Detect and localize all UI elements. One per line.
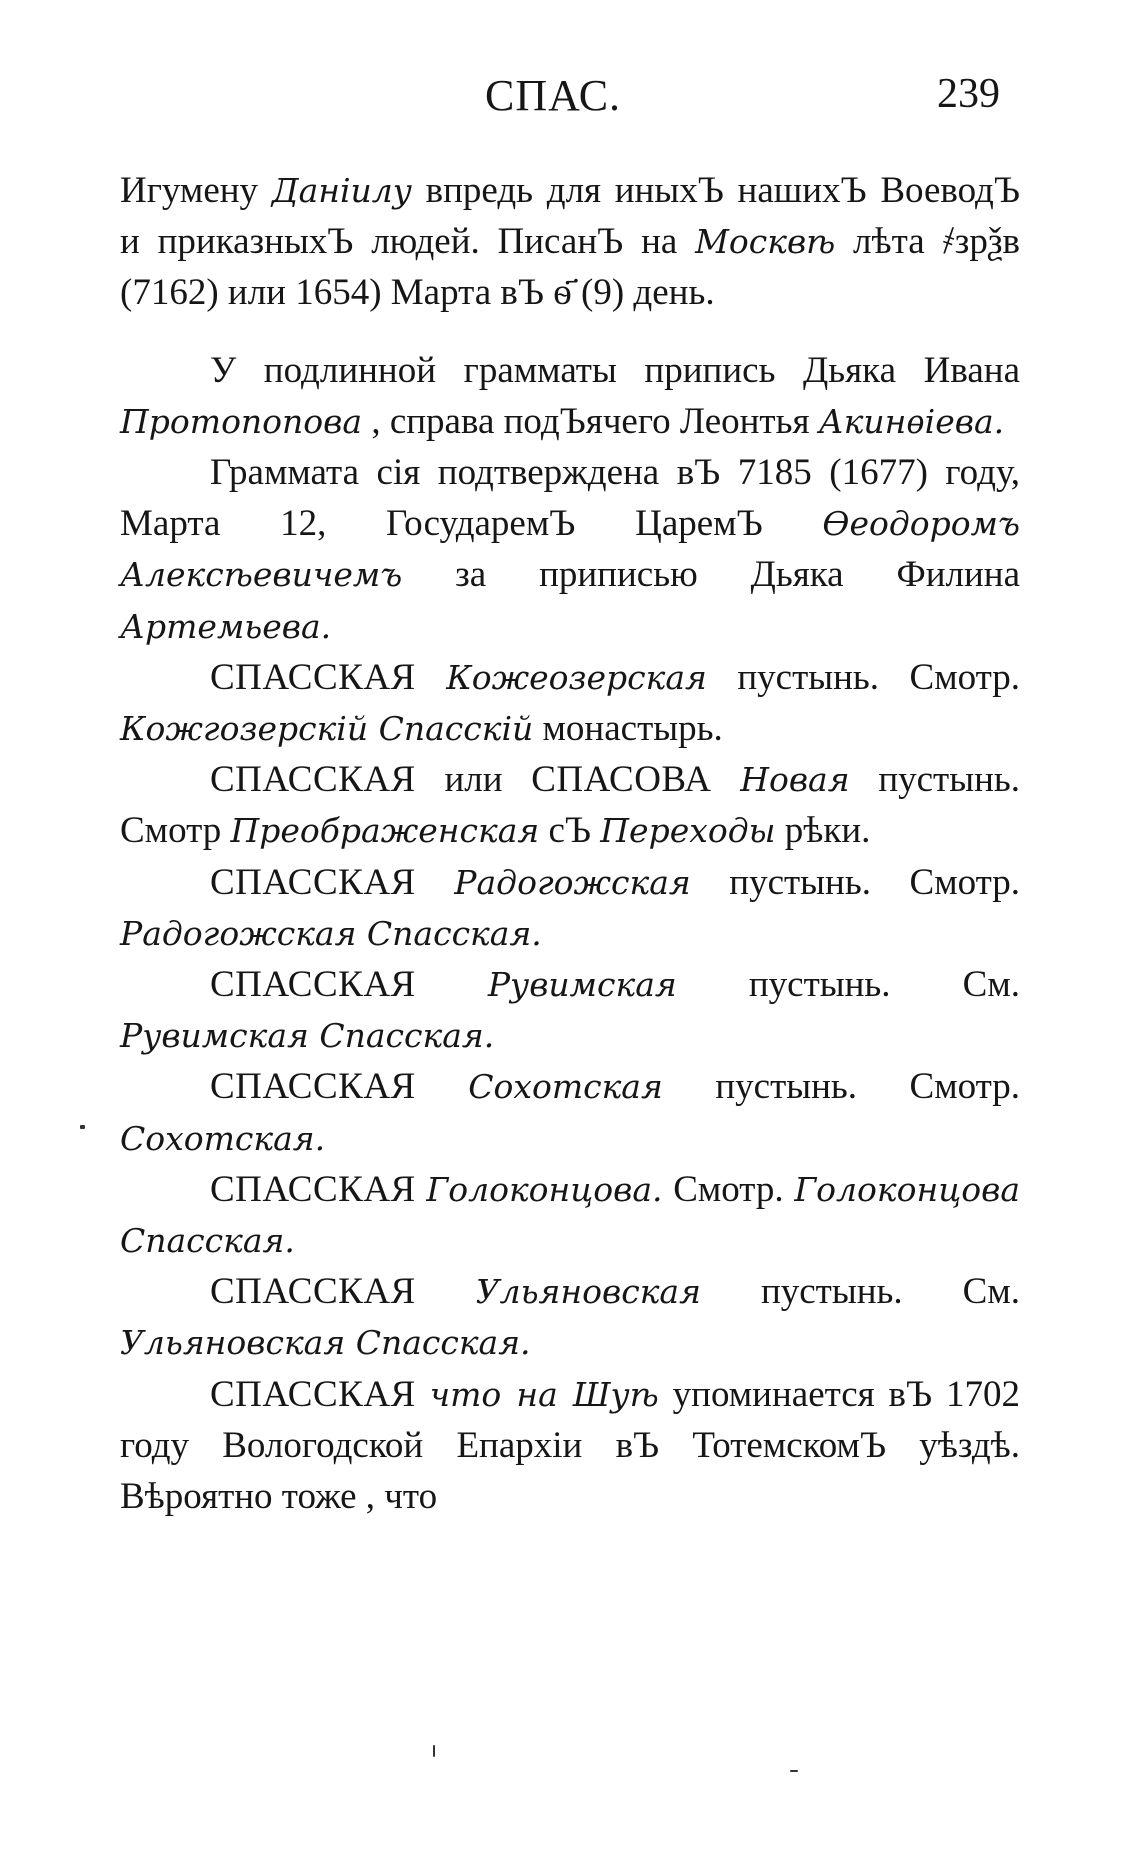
italic-text: Кожеозерская	[446, 657, 707, 697]
entry-heading: СПАССКАЯ	[210, 964, 416, 1006]
italic-text: Ѳеодоромъ Алексѣевичемъ	[120, 504, 1020, 595]
italic-text: Артемьева.	[120, 606, 332, 646]
italic-text: Голоконцова Спасская.	[120, 1169, 1020, 1261]
text-run: Граммата сiя подтверждена вЪ 7185 (1677) году, Марта 12, ГосударемЪ ЦаремЪ	[120, 452, 1020, 545]
text-run: лѣта ҂зрѯв (7162) или 1654) Марта вЪ ѳ҃ (9) день.	[120, 221, 1021, 314]
italic-text: Переходы	[600, 811, 776, 851]
text-run: монастырь.	[533, 708, 723, 750]
italic-text: Сохотская	[468, 1067, 663, 1107]
entry-radogozhskaya	[120, 857, 1020, 959]
text-run	[416, 964, 488, 1005]
italic-text: Голоконцова.	[426, 1169, 663, 1209]
text-run: пустынь. Смотр	[120, 759, 1020, 852]
text-run: пустынь. См.	[700, 1271, 1020, 1313]
text-run: пустынь. См.	[676, 964, 1020, 1006]
text-run: У подлинной грамматы припись Дьяка Ивана	[210, 349, 1020, 391]
entry-ulyanovskaya	[120, 1266, 1020, 1368]
text-run: упоминается вЪ 1702 году Вологодской Епархiи вЪ ТотемскомЪ уѣздѣ. Вѣроятно тоже , что	[120, 1373, 1020, 1518]
paragraph-continuation	[120, 165, 1020, 319]
text-run	[416, 1271, 476, 1312]
paragraph-signature-note	[120, 345, 1020, 447]
entry-shuya	[120, 1369, 1020, 1523]
entry-heading: СПАССКАЯ	[210, 1271, 416, 1313]
italic-text: Ульяновская Спасская.	[120, 1323, 531, 1363]
entry-heading: СПАССКАЯ	[210, 759, 416, 801]
text-run: или	[415, 759, 532, 801]
italic-text: Данiилу	[271, 171, 412, 210]
entry-sokhotskaya	[120, 1061, 1020, 1163]
entry-heading: СПАССКАЯ	[210, 1168, 416, 1210]
print-speck	[80, 1125, 85, 1129]
italic-text: что на Шуѣ	[429, 1374, 659, 1414]
entry-novaya	[120, 754, 1020, 856]
italic-text: Рувимская Спасская.	[120, 1016, 495, 1056]
text-run: за приписью Дьяка Филина	[402, 554, 1020, 596]
body-text	[120, 165, 1020, 1522]
italic-text: Сохотская.	[120, 1118, 326, 1158]
entry-heading: СПАССКАЯ	[210, 861, 416, 903]
entry-ruvimskaya	[120, 959, 1020, 1061]
text-run	[416, 1066, 469, 1107]
text-run: пустынь. Смотр.	[690, 861, 1020, 903]
entry-heading: СПАСОВА	[531, 759, 712, 801]
text-run	[416, 1169, 427, 1210]
page-header	[120, 70, 1020, 130]
italic-text: Ульяновская	[475, 1272, 701, 1312]
entry-golokontsova	[120, 1164, 1020, 1266]
entry-heading: СПАССКАЯ	[210, 656, 416, 698]
text-run: Игумену	[120, 170, 272, 211]
text-run: сЪ	[539, 810, 601, 852]
italic-text: Кожгозерскiй Спасскiй	[120, 709, 534, 749]
italic-text: Протопопова	[120, 401, 363, 441]
italic-text: Москвѣ	[695, 222, 836, 262]
text-run: Смотр.	[662, 1168, 795, 1210]
paragraph-confirmation	[120, 447, 1020, 652]
text-run	[711, 759, 740, 800]
italic-text: Радогожская	[454, 862, 691, 902]
entry-heading: СПАССКАЯ	[210, 1373, 416, 1415]
text-run: пустынь. Смотр.	[706, 656, 1021, 698]
print-speck	[433, 1745, 435, 1757]
italic-text: Рувимская	[487, 965, 677, 1005]
text-run: пустынь. Смотр.	[662, 1066, 1021, 1108]
running-head: СПАС.	[485, 71, 622, 120]
text-run	[416, 1374, 430, 1415]
italic-text: Радогожская Спасская.	[120, 913, 542, 953]
entry-kozheozerskaya	[120, 652, 1020, 754]
italic-text: Акинѳiева.	[818, 401, 1005, 441]
text-run	[416, 862, 455, 903]
italic-text: Новая	[740, 760, 850, 800]
text-run: впредь для иныхЪ нашихЪ ВоеводЪ и приказныхЪ людей. ПисанЪ на	[120, 170, 1021, 263]
text-run: рѣки.	[775, 810, 871, 852]
italic-text: Преображенская	[230, 811, 540, 851]
page-number: 239	[937, 71, 1000, 117]
entry-heading: СПАССКАЯ	[210, 1066, 416, 1108]
text-run: , справа подЪячего Леонтья	[362, 400, 819, 442]
text-run	[416, 657, 446, 698]
print-speck	[790, 1770, 798, 1772]
